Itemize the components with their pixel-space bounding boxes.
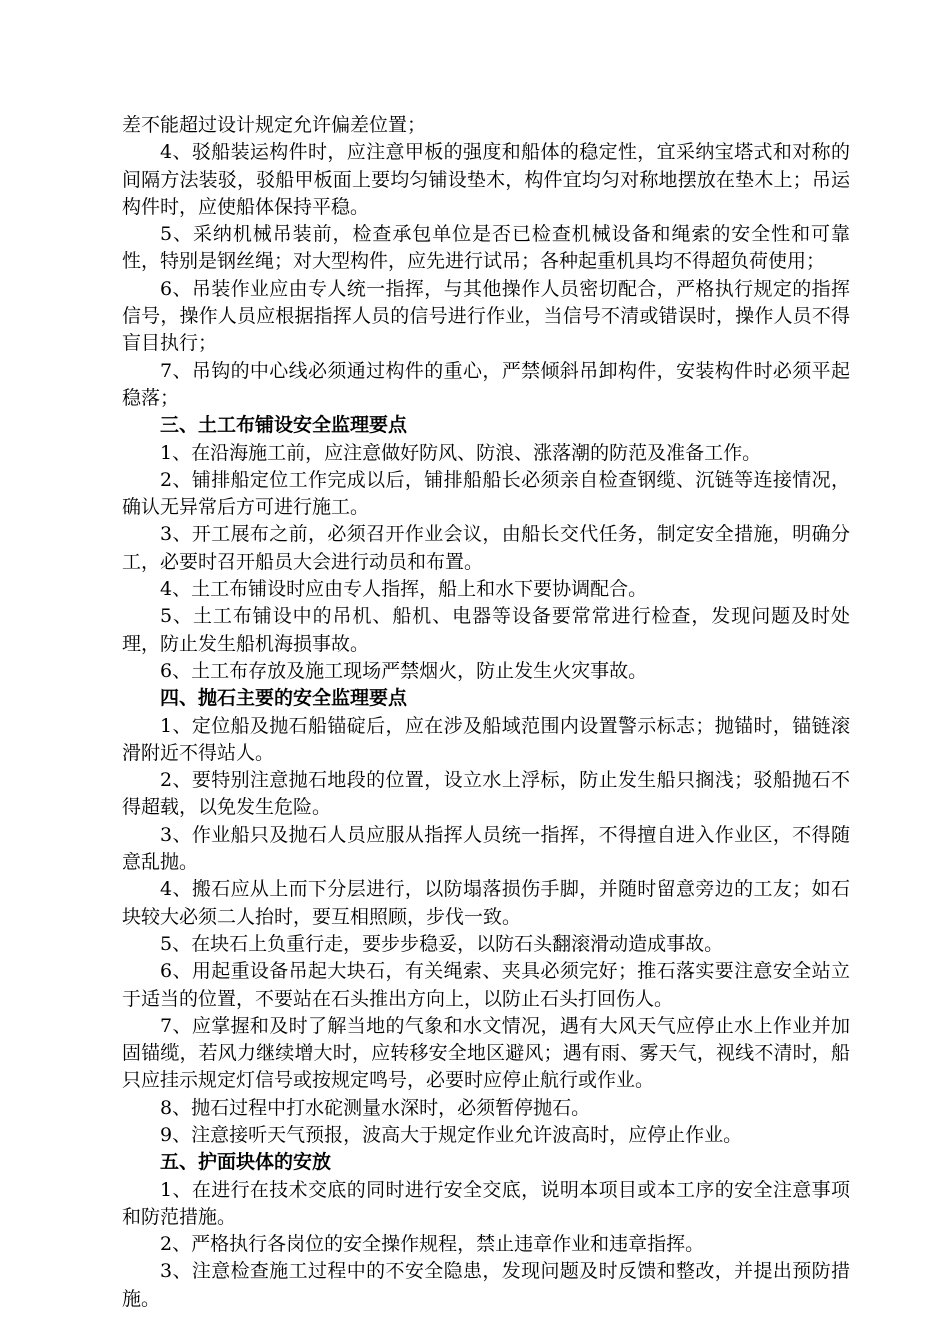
document-body [122, 112, 850, 1313]
body-paragraph: 7、吊钩的中心线必须通过构件的重心，严禁倾斜吊卸构件，安装构件时必须平起稳落； [122, 359, 850, 409]
section-heading: 五、护面块体的安放 [160, 1151, 332, 1174]
body-paragraph: 6、吊装作业应由专人统一指挥，与其他操作人员密切配合，严格执行规定的指挥信号，操作人员应根据指挥人员的信号进行作业，当信号不清或错误时，操作人员不得盲目执行； [122, 277, 850, 355]
body-paragraph: 6、用起重设备吊起大块石，有关绳索、夹具必须完好；推石落实要注意安全站立于适当的位置，不要站在石头推出方向上，以防止石头打回伤人。 [122, 960, 850, 1010]
section-heading: 四、抛石主要的安全监理要点 [160, 687, 408, 710]
body-paragraph: 差不能超过设计规定允许偏差位置； [122, 114, 427, 136]
body-paragraph: 5、土工布铺设中的吊机、船机、电器等设备要常常进行检查，发现问题及时处理，防止发生船机海损事故。 [122, 605, 850, 655]
body-paragraph: 9、注意接听天气预报，波高大于规定作业允许波高时，应停止作业。 [160, 1123, 743, 1146]
section-heading: 三、土工布铺设安全监理要点 [160, 414, 408, 437]
body-paragraph: 5、采纳机械吊装前，检查承包单位是否已检查机械设备和绳索的安全性和可靠性，特别是钢丝绳；对大型构件，应先进行试吊；各种起重机具均不得超负荷使用； [122, 223, 850, 273]
body-paragraph: 4、土工布铺设时应由专人指挥，船上和水下要协调配合。 [160, 578, 648, 601]
body-paragraph: 4、驳船装运构件时，应注意甲板的强度和船体的稳定性，宜采纳宝塔式和对称的间隔方法装驳，驳船甲板面上要均匀铺设垫木，构件宜均匀对称地摆放在垫木上；吊运构件时，应使船体保持平稳。 [122, 141, 850, 218]
body-paragraph: 1、定位船及抛石船锚碇后，应在涉及船域范围内设置警示标志；抛锚时，锚链滚滑附近不得站人。 [122, 714, 850, 764]
body-paragraph: 2、铺排船定位工作完成以后，铺排船船长必须亲自检查钢缆、沉链等连接情况，确认无异常后方可进行施工。 [122, 468, 850, 519]
body-paragraph: 3、注意检查施工过程中的不安全隐患，发现问题及时反馈和整改，并提出预防措施。 [122, 1260, 850, 1310]
body-paragraph: 7、应掌握和及时了解当地的气象和水文情况，遇有大风天气应停止水上作业并加固锚缆，若风力继续增大时，应转移安全地区避风；遇有雨、雾天气，视线不清时，船只应挂示规定灯信号或按规定鸣号，必要时应停止航行或作业。 [122, 1014, 850, 1092]
body-paragraph: 5、在块石上负重行走，要步步稳妥，以防石头翻滚滑动造成事故。 [160, 932, 724, 955]
body-paragraph: 3、作业船只及抛石人员应服从指挥人员统一指挥，不得擅自进入作业区，不得随意乱抛。 [122, 823, 850, 874]
body-paragraph: 1、在沿海施工前，应注意做好防风、防浪、涨落潮的防范及准备工作。 [160, 441, 762, 464]
body-paragraph: 3、开工展布之前，必须召开作业会议，由船长交代任务，制定安全措施，明确分工，必要时召开船员大会进行动员和布置。 [122, 523, 850, 573]
body-paragraph: 8、抛石过程中打水砣测量水深时，必须暂停抛石。 [160, 1096, 591, 1119]
body-paragraph: 2、严格执行各岗位的安全操作规程，禁止违章作业和违章指挥。 [160, 1233, 705, 1256]
body-paragraph: 2、要特别注意抛石地段的位置，设立水上浮标，防止发生船只搁浅；驳船抛石不得超载，以免发生危险。 [122, 769, 850, 819]
body-paragraph: 4、搬石应从上而下分层进行，以防塌落损伤手脚，并随时留意旁边的工友；如石块较大必须二人抬时，要互相照顾，步伐一致。 [122, 878, 850, 928]
body-paragraph: 1、在进行在技术交底的同时进行安全交底，说明本项目或本工序的安全注意事项和防范措施。 [122, 1178, 850, 1228]
body-paragraph: 6、土工布存放及施工现场严禁烟火，防止发生火灾事故。 [160, 659, 648, 682]
